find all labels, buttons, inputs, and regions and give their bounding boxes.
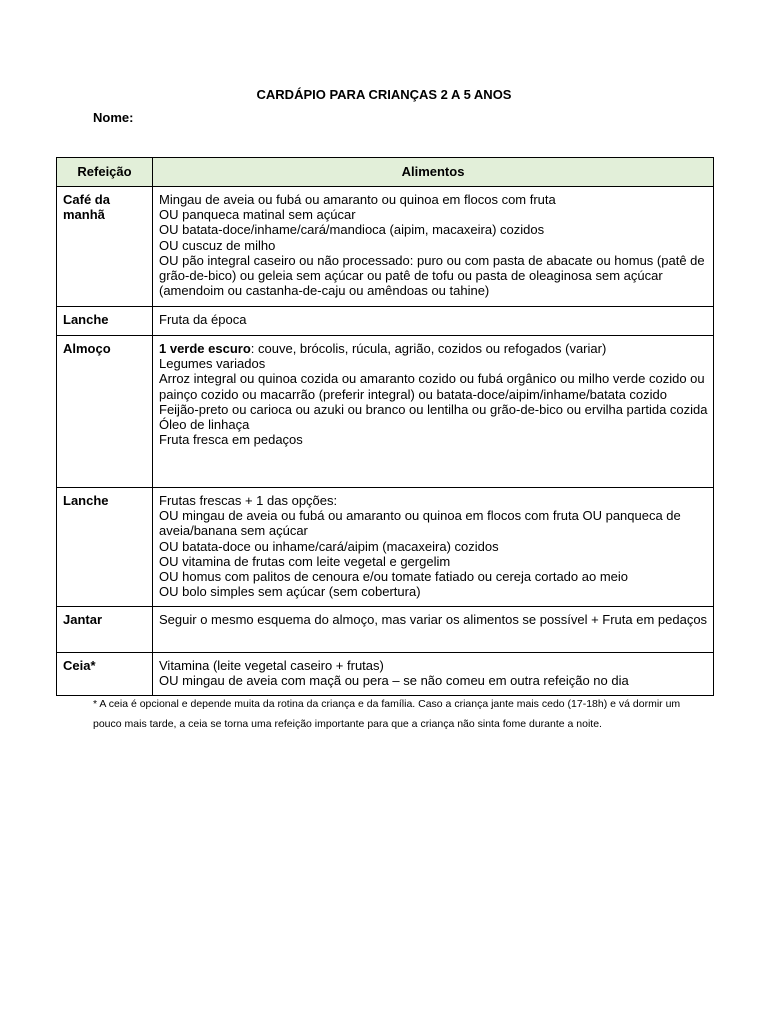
meal-cell: Lanche (57, 307, 153, 336)
table-header-row (57, 158, 714, 187)
table-row (57, 187, 714, 307)
table-row (57, 607, 714, 653)
food-line: OU panqueca matinal sem açúcar (159, 207, 356, 223)
food-line: Frutas frescas + 1 das opções: (159, 493, 338, 508)
foods-cell (153, 307, 714, 336)
food-line: OU homus com palitos de cenoura e/ou tomate fatiado ou cereja cortado ao meio (159, 569, 628, 585)
meal-cell: Almoço (57, 336, 153, 488)
header-foods: Alimentos (153, 158, 714, 187)
food-line: Seguir o mesmo esquema do almoço, mas variar os alimentos se possível + Fruta em pedaços (159, 612, 708, 627)
foods-cell (153, 187, 714, 307)
food-line: OU batata-doce/inhame/cará/mandioca (aipim, macaxeira) cozidos (159, 222, 545, 238)
food-line: Fruta da época (159, 312, 247, 327)
meal-cell: Lanche (57, 488, 153, 607)
meal-cell: Ceia* (57, 653, 153, 696)
food-line (159, 341, 709, 356)
foods-cell (153, 653, 714, 696)
food-line: OU mingau de aveia com maçã ou pera – se não comeu em outra refeição no dia (159, 673, 629, 689)
food-line: OU mingau de aveia ou fubá ou amaranto ou quinoa em flocos com fruta OU panqueca de aveia/banana sem açúcar (159, 508, 681, 539)
food-line: Fruta fresca em pedaços (159, 432, 303, 448)
foods-cell (153, 336, 714, 488)
menu-table (56, 157, 714, 696)
food-line: Vitamina (leite vegetal caseiro + frutas) (159, 658, 384, 673)
food-line: Óleo de linhaça (159, 417, 250, 433)
food-line: Arroz integral ou quinoa cozida ou amaranto cozido ou fubá orgânico ou milho verde cozido ou painço cozido ou macarrão (preferir integral) ou batata-doce/aipim/inhame/batata cozido (159, 371, 705, 402)
food-line-rest: : couve, brócolis, rúcula, agrião, cozidos ou refogados (variar) (250, 341, 607, 356)
food-line: Mingau de aveia ou fubá ou amaranto ou quinoa em flocos com fruta (159, 192, 556, 207)
table-row (57, 488, 714, 607)
food-line: OU bolo simples sem açúcar (sem cobertura) (159, 584, 421, 600)
footnote: * A ceia é opcional e depende muita da rotina da criança e da família. Caso a criança jante mais cedo (17-18h) e vá dormir um pouco mais tarde, a ceia se torna uma refeição importante para que a criança não sinta fome durante a noite. (93, 698, 681, 730)
food-line: OU batata-doce ou inhame/cará/aipim (macaxeira) cozidos (159, 538, 499, 554)
food-line: Feijão-preto ou carioca ou azuki ou branco ou lentilha ou grão-de-bico ou ervilha partida cozida (159, 401, 708, 417)
page-title: CARDÁPIO PARA CRIANÇAS 2 A 5 ANOS (256, 87, 512, 102)
meal-cell: Jantar (57, 607, 153, 653)
food-line: Legumes variados (159, 356, 266, 372)
table-row (57, 653, 714, 696)
table-row (57, 336, 714, 488)
meal-cell: Café da manhã (57, 187, 153, 307)
name-label: Nome: (93, 110, 134, 125)
table-row (57, 307, 714, 336)
food-line: OU cuscuz de milho (159, 237, 276, 253)
header-meal: Refeição (57, 158, 153, 187)
food-line-bold: 1 verde escuro (159, 341, 251, 356)
foods-cell (153, 607, 714, 653)
food-line: OU vitamina de frutas com leite vegetal e gergelim (159, 553, 451, 569)
foods-cell (153, 488, 714, 607)
food-line: OU pão integral caseiro ou não processado: puro ou com pasta de abacate ou homus (patê de grão-de-bico) ou geleia sem açúcar ou patê de tofu ou pasta de oleaginosa sem açúcar (amendoim ou castanha-de-caju ou amêndoas ou tahine) (159, 252, 705, 299)
